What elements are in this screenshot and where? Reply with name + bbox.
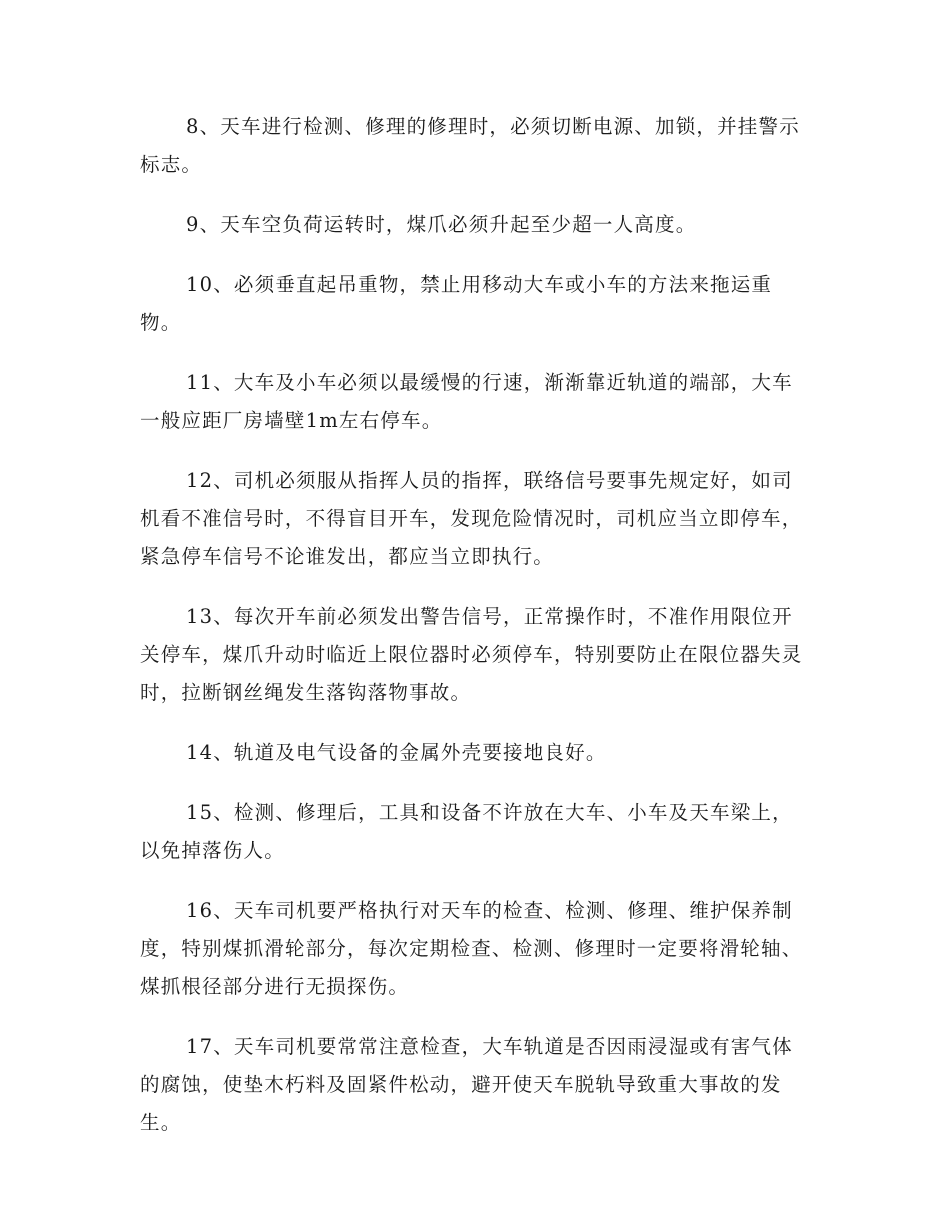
paragraph-item-15: 15、检测、修理后，工具和设备不许放在大车、小车及天车梁上，以免掉落伤人。 [140, 801, 793, 862]
paragraph-item-8: 8、天车进行检测、修理的修理时，必须切断电源、加锁，并挂警示标志。 [140, 115, 800, 176]
paragraph-item-12: 12、司机必须服从指挥人员的指挥，联络信号要事先规定好，如司机看不准信号时，不得盲目开车，发现危险情况时，司机应当立即停车，紧急停车信号不论谁发出，都应当立即执行。 [140, 469, 803, 568]
paragraph-item-16: 16、天车司机要严格执行对天车的检查、检测、修理、维护保养制度，特别煤抓滑轮部分，每次定期检查、检测、修理时一定要将滑轮轴、煤抓根径部分进行无损探伤。 [140, 899, 803, 998]
paragraph-item-11: 11、大车及小车必须以最缓慢的行速，渐渐靠近轨道的端部，大车一般应距厂房墙壁1m左右停车。 [140, 371, 793, 432]
document-page [140, 108, 808, 1164]
paragraph-item-10: 10、必须垂直起吊重物，禁止用移动大车或小车的方法来拖运重物。 [140, 273, 773, 334]
paragraph-item-14: 14、轨道及电气设备的金属外壳要接地良好。 [186, 741, 607, 764]
paragraph-item-13: 13、每次开车前必须发出警告信号，正常操作时，不准作用限位开关停车，煤爪升动时临近上限位器时必须停车，特别要防止在限位器失灵时，拉断钢丝绳发生落钩落物事故。 [140, 605, 803, 704]
paragraph-item-9: 9、天车空负荷运转时，煤爪必须升起至少超一人高度。 [186, 213, 697, 236]
paragraph-item-17: 17、天车司机要常常注意检查，大车轨道是否因雨浸湿或有害气体的腐蚀，使垫木朽料及固紧件松动，避开使天车脱轨导致重大事故的发生。 [140, 1035, 793, 1134]
